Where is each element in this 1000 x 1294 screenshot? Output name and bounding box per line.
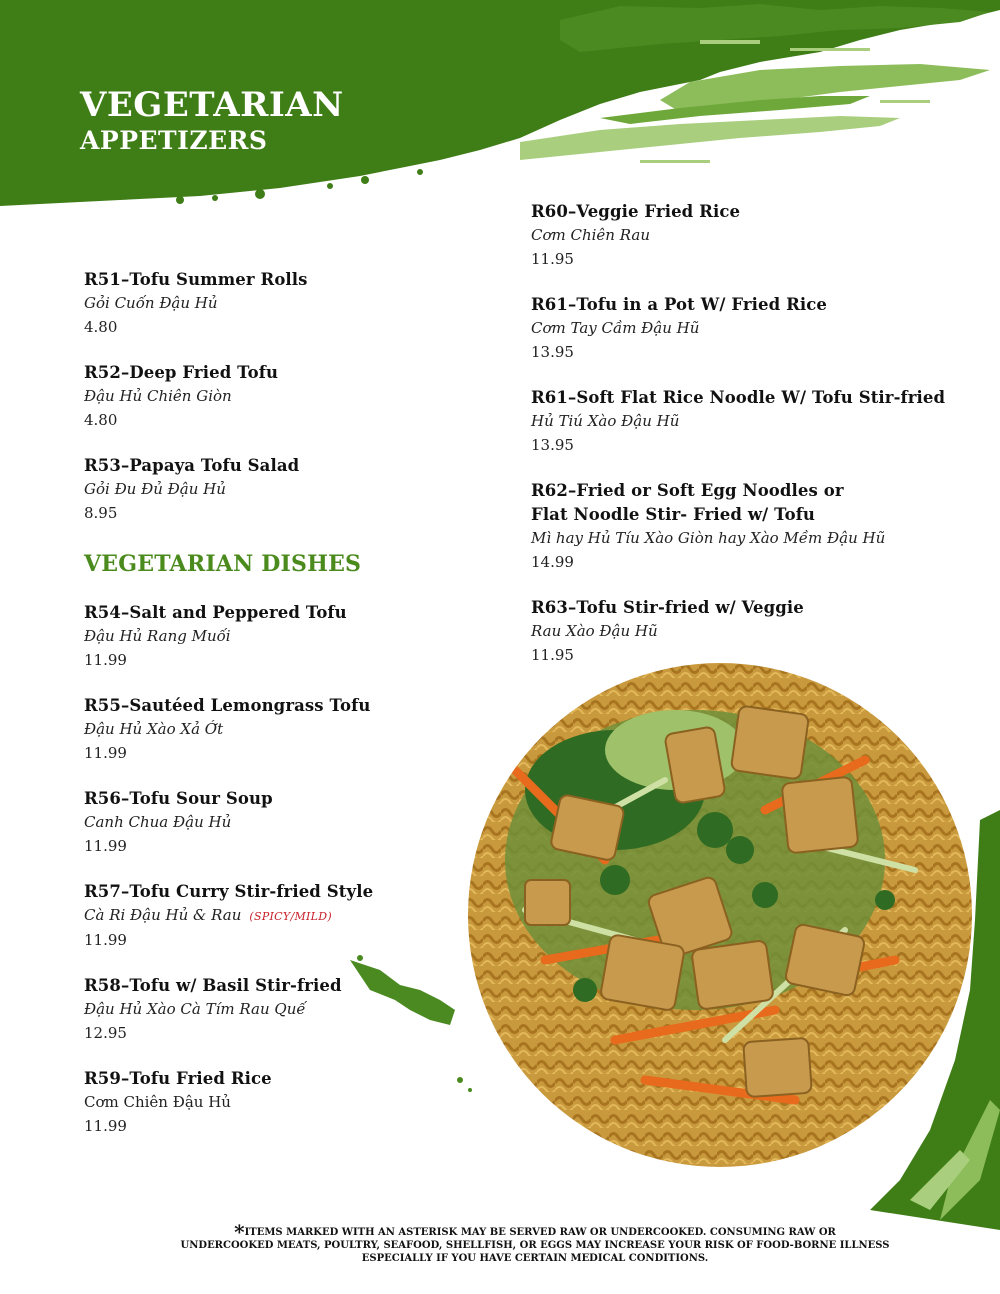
green-splash-decoration [340, 950, 480, 1100]
menu-item-name: R51–Tofu Summer Rolls [84, 270, 308, 289]
menu-item-price: 11.99 [84, 837, 127, 855]
menu-item-r52 [84, 361, 524, 432]
menu-item-r63 [531, 596, 951, 667]
disclaimer-line1: *ITEMS MARKED WITH AN ASTERISK MAY BE SERVED RAW OR UNDERCOOKED. CONSUMING RAW OR [234, 1220, 836, 1244]
menu-item-name: R63–Tofu Stir-fried w/ Veggie [531, 598, 804, 617]
header-title-line2: APPETIZERS [80, 126, 268, 155]
menu-item-name: R52–Deep Fried Tofu [84, 363, 279, 382]
menu-item-vietnamese-name: Mì hay Hủ Tíu Xào Giòn hay Xào Mềm Đậu Hũ [531, 529, 886, 547]
menu-item-r55 [84, 694, 524, 765]
menu-item-name: R55–Sautéed Lemongrass Tofu [84, 696, 371, 715]
menu-item-vietnamese-name: Cơm Chiên Rau [531, 226, 650, 244]
menu-item-vietnamese-name: Gỏi Đu Đủ Đậu Hủ [84, 480, 226, 498]
menu-item-name: R56–Tofu Sour Soup [84, 789, 273, 808]
menu-item-name: R61–Tofu in a Pot W/ Fried Rice [531, 295, 828, 314]
menu-item-r54 [84, 601, 524, 672]
menu-item-r61-pot [531, 293, 951, 364]
menu-item-name: R53–Papaya Tofu Salad [84, 456, 300, 475]
menu-item-r51 [84, 268, 524, 339]
menu-item-vietnamese-name: Canh Chua Đậu Hủ [84, 813, 232, 831]
menu-item-r57 [84, 880, 524, 952]
menu-item-r60 [531, 200, 951, 271]
menu-item-price: 13.95 [531, 436, 574, 454]
asterisk-symbol: * [234, 1220, 245, 1244]
menu-item-price: 4.80 [84, 318, 118, 336]
menu-item-price: 11.99 [84, 651, 127, 669]
menu-item-name-line2: Flat Noodle Stir- Fried w/ Tofu [531, 505, 815, 524]
menu-item-vietnamese-name: Cơm Tay Cầm Đậu Hũ [531, 319, 700, 337]
menu-item-price: 11.95 [531, 646, 574, 664]
menu-item-vietnamese-name: Rau Xào Đậu Hũ [531, 622, 658, 640]
menu-item-price: 11.95 [531, 250, 574, 268]
header-title [80, 85, 344, 155]
menu-item-price: 11.99 [84, 931, 127, 949]
menu-item-name: R60–Veggie Fried Rice [531, 202, 741, 221]
menu-item-r62 [531, 479, 951, 574]
menu-item-name: R59–Tofu Fried Rice [84, 1069, 272, 1088]
menu-item-vietnamese-name [84, 904, 524, 928]
menu-item-price: 13.95 [531, 343, 574, 361]
menu-item-name-line1: R62–Fried or Soft Egg Noodles or [531, 481, 844, 500]
disclaimer-line2: UNDERCOOKED MEATS, POULTRY, SEAFOOD, SHELLFISH, OR EGGS MAY INCREASE YOUR RISK OF FOOD-BORNE ILLNESS [180, 1240, 890, 1251]
menu-item-vietnamese-name: Đậu Hủ Xào Cà Tím Rau Quế [84, 1000, 306, 1018]
menu-item-name: R58–Tofu w/ Basil Stir-fried [84, 976, 342, 995]
menu-item-price: 8.95 [84, 504, 118, 522]
menu-item-price: 14.99 [531, 553, 574, 571]
menu-item-name: R54–Salt and Peppered Tofu [84, 603, 347, 622]
menu-item-name: R61–Soft Flat Rice Noodle W/ Tofu Stir-fried [531, 388, 946, 407]
menu-item-vietnamese-name: Gỏi Cuốn Đậu Hủ [84, 294, 218, 312]
section-title-vegetarian-dishes: VEGETARIAN DISHES [84, 551, 362, 577]
menu-item-price: 12.95 [84, 1024, 127, 1042]
menu-item-vietnamese-name: Đậu Hủ Chiên Giòn [84, 387, 232, 405]
right-menu-column [531, 200, 951, 689]
menu-item-price: 11.99 [84, 1117, 127, 1135]
menu-item-r53 [84, 454, 524, 525]
raw-food-disclaimer [160, 1220, 910, 1265]
menu-item-vietnamese-name: Đậu Hủ Rang Muối [84, 627, 231, 645]
header-title-line1: VEGETARIAN [80, 85, 344, 125]
spice-level-note: (SPICY/MILD) [249, 910, 332, 923]
menu-item-vietnamese-name: Đậu Hủ Xào Xả Ớt [84, 720, 224, 738]
menu-item-r61-noodle [531, 386, 951, 457]
menu-item-name: R57–Tofu Curry Stir-fried Style [84, 882, 374, 901]
menu-item-r56 [84, 787, 524, 858]
menu-item-vietnamese-name: Cơm Chiên Đậu Hủ [84, 1093, 231, 1111]
menu-item-vietnamese-name: Hủ Tiú Xào Đậu Hũ [531, 412, 680, 430]
menu-item-price: 4.80 [84, 411, 118, 429]
menu-item-price: 11.99 [84, 744, 127, 762]
menu-item-vietnamese-text: Cà Ri Đậu Hủ & Rau [84, 906, 242, 924]
tofu-noodle-dish-photo [465, 660, 975, 1170]
disclaimer-line3: ESPECIALLY IF YOU HAVE CERTAIN MEDICAL CONDITIONS. [361, 1253, 709, 1264]
